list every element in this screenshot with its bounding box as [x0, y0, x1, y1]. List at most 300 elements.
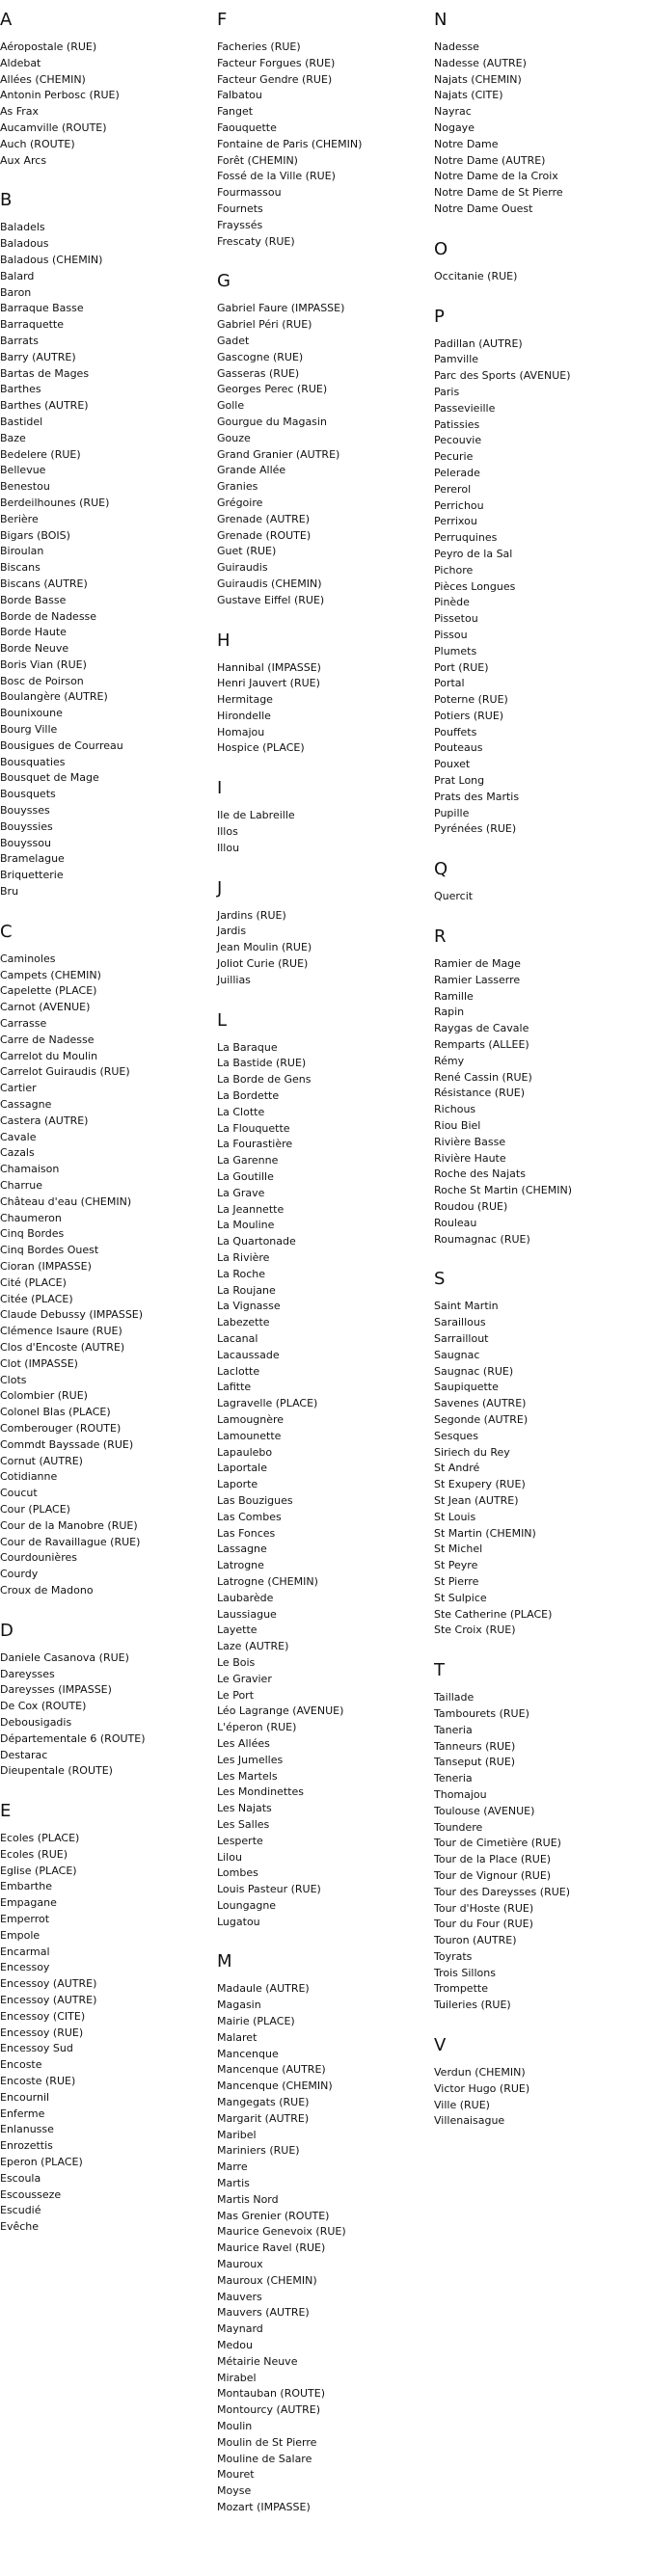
- street-name: Hannibal (IMPASSE): [217, 660, 321, 674]
- street-name: Bouyssou: [0, 836, 51, 849]
- street-name: Grand Granier (AUTRE): [217, 447, 340, 461]
- street-name: Plumets: [434, 644, 477, 657]
- letter-heading: B: [0, 190, 13, 211]
- street-name: De Cox (ROUTE): [0, 1700, 87, 1713]
- street-name: Latrogne: [217, 1559, 264, 1572]
- street-name: Borde Basse: [0, 593, 67, 606]
- letter-heading: F: [217, 10, 228, 30]
- street-name: St Exupery (RUE): [434, 1478, 526, 1491]
- letter-section: [217, 631, 424, 779]
- street-name: Labezette: [217, 1316, 270, 1329]
- street-name: Baze: [0, 431, 26, 444]
- street-name: Cité (PLACE): [0, 1275, 67, 1289]
- street-list: [0, 1650, 207, 1780]
- street-name: Les Martels: [217, 1769, 278, 1783]
- street-name: Barraquette: [0, 318, 64, 332]
- street-name: Taneria: [434, 1723, 473, 1736]
- street-name: Pouteaus: [434, 741, 483, 755]
- street-name: Gustave Eiffel (RUE): [217, 593, 325, 606]
- street-name: Mauroux: [217, 2258, 263, 2271]
- street-name: Quercit: [434, 890, 474, 903]
- letter-section: [434, 239, 641, 307]
- letter-heading: Q: [434, 859, 448, 880]
- street-name: Mirabel: [217, 2371, 257, 2384]
- street-name: La Vignasse: [217, 1300, 281, 1313]
- street-name: Louis Pasteur (RUE): [217, 1883, 321, 1896]
- letter-heading: O: [434, 238, 448, 259]
- street-name: Les Allées: [217, 1736, 270, 1750]
- street-name: La Bordette: [217, 1089, 280, 1103]
- street-name: St Louis: [434, 1510, 476, 1523]
- street-name: Gasseras (RUE): [217, 366, 300, 380]
- street-name: Saint Martin: [434, 1300, 499, 1313]
- street-name: Laze (AUTRE): [217, 1640, 289, 1653]
- street-name: Encoste: [0, 2058, 42, 2072]
- street-name: Fourmassou: [217, 186, 282, 200]
- street-name: Encessoy Sud: [0, 2042, 73, 2055]
- street-name: Nogaye: [434, 121, 475, 134]
- street-name: Gadet: [217, 334, 250, 347]
- street-name: Grenade (ROUTE): [217, 528, 312, 542]
- street-name: Saraillous: [434, 1316, 486, 1329]
- column-1: [0, 10, 207, 2236]
- street-name: Cartier: [0, 1082, 37, 1095]
- street-name: Moulin: [217, 2420, 253, 2432]
- letter-heading: E: [0, 1801, 12, 1822]
- street-name: Tour d'Hoste (RUE): [434, 1901, 534, 1915]
- street-name: Rivière Haute: [434, 1151, 506, 1165]
- street-name: Saugnac (RUE): [434, 1364, 514, 1378]
- column-2: [217, 10, 424, 2516]
- street-name: Tanseput (RUE): [434, 1756, 516, 1769]
- street-name: Riou Biel: [434, 1119, 481, 1133]
- letter-heading: R: [434, 926, 447, 948]
- street-name: Victor Hugo (RUE): [434, 2081, 530, 2095]
- letter-heading: J: [217, 877, 223, 899]
- letter-section: [434, 2035, 641, 2130]
- street-name: Lassagne: [217, 1543, 267, 1556]
- street-name: Mancenque (CHEMIN): [217, 2080, 333, 2093]
- street-list: [217, 40, 424, 250]
- street-name: Léo Lagrange (AVENUE): [217, 1704, 344, 1718]
- street-name: Illos: [217, 825, 238, 839]
- street-name: Ramille: [434, 989, 474, 1003]
- street-name: Prat Long: [434, 774, 485, 788]
- letter-heading: C: [0, 921, 13, 942]
- street-name: Patissies: [434, 417, 480, 431]
- street-name: Toyrats: [434, 1949, 473, 1963]
- street-name: Capelette (PLACE): [0, 984, 97, 998]
- street-list: [434, 336, 641, 839]
- street-name: Verdun (CHEMIN): [434, 2066, 526, 2080]
- street-name: Lombes: [217, 1866, 258, 1880]
- street-name: Bosc de Poirson: [0, 674, 84, 687]
- street-name: Bouyssies: [0, 819, 53, 833]
- letter-section: [217, 1010, 424, 1952]
- street-name: St Jean (AUTRE): [434, 1493, 519, 1507]
- street-name: Bousquaties: [0, 755, 66, 768]
- street-name: Padillan (AUTRE): [434, 336, 523, 350]
- street-name: Lacanal: [217, 1332, 258, 1345]
- street-name: Charrue: [0, 1179, 42, 1192]
- street-name: Encessoy (CITE): [0, 2009, 86, 2023]
- street-name: Laubarède: [217, 1591, 274, 1604]
- street-name: Carrelot Guiraudis (RUE): [0, 1065, 130, 1079]
- street-name: Lapaulebo: [217, 1445, 273, 1459]
- street-name: Cour de Ravaillague (RUE): [0, 1535, 141, 1548]
- street-name: Pichore: [434, 563, 474, 577]
- street-name: Layette: [217, 1623, 258, 1637]
- street-name: Poterne (RUE): [434, 693, 508, 707]
- street-name: Debousigadis: [0, 1715, 72, 1729]
- street-name: Boulangère (AUTRE): [0, 690, 108, 704]
- street-name: Grande Allée: [217, 464, 286, 477]
- street-name: Gourgue du Magasin: [217, 415, 327, 428]
- street-name: Ste Catherine (PLACE): [434, 1607, 553, 1621]
- street-name: Notre Dame: [434, 137, 499, 150]
- street-name: Courdy: [0, 1568, 39, 1581]
- street-name: Baladous: [0, 237, 49, 251]
- street-name: La Grave: [217, 1186, 265, 1199]
- street-name: Las Combes: [217, 1510, 282, 1523]
- street-name: Cioran (IMPASSE): [0, 1259, 92, 1273]
- letter-heading: I: [217, 778, 223, 799]
- street-name: Bousquet de Mage: [0, 771, 99, 785]
- street-name: Paris: [434, 385, 460, 398]
- street-name: Barraque Basse: [0, 302, 84, 315]
- street-name: Baron: [0, 285, 32, 299]
- street-name: Mauvers (AUTRE): [217, 2306, 310, 2320]
- street-name: Benestou: [0, 480, 50, 494]
- street-name: Biscans: [0, 561, 41, 575]
- street-name: Sarraillout: [434, 1332, 489, 1345]
- street-name: Magasin: [217, 1999, 261, 2012]
- street-name: Cornut (AUTRE): [0, 1454, 83, 1467]
- street-name: Bru: [0, 885, 19, 899]
- street-name: Pupille: [434, 806, 470, 819]
- street-name: Grégoire: [217, 496, 263, 509]
- street-name: Ramier de Mage: [434, 957, 521, 971]
- street-name: Clémence Isaure (RUE): [0, 1325, 122, 1338]
- letter-heading: S: [434, 1269, 446, 1290]
- street-name: Roche des Najats: [434, 1167, 526, 1181]
- letter-heading: G: [217, 271, 231, 292]
- street-name: Emperrot: [0, 1913, 50, 1926]
- street-name: Maurice Ravel (RUE): [217, 2241, 326, 2255]
- letter-section: [217, 1951, 424, 2515]
- street-name: Barthes: [0, 383, 41, 396]
- street-name: Pamville: [434, 353, 479, 366]
- street-name: Tour de Cimetière (RUE): [434, 1837, 561, 1850]
- street-name: Caminoles: [0, 952, 56, 965]
- street-name: Fanget: [217, 105, 254, 119]
- street-name: Malaret: [217, 2030, 258, 2044]
- street-name: Peyro de la Sal: [434, 547, 513, 560]
- street-name: Destarac: [0, 1748, 48, 1761]
- street-name: La Goutille: [217, 1170, 274, 1184]
- street-name: Biscans (AUTRE): [0, 577, 88, 590]
- street-name: Taillade: [434, 1691, 475, 1704]
- street-list: [217, 908, 424, 989]
- street-name: Frayssés: [217, 218, 263, 231]
- street-name: Encessoy: [0, 1961, 50, 1974]
- street-list: [217, 660, 424, 758]
- street-name: Evêche: [0, 2220, 40, 2234]
- street-name: Barthes (AUTRE): [0, 399, 89, 413]
- street-name: Colonel Blas (PLACE): [0, 1406, 111, 1419]
- street-name: Aucamville (ROUTE): [0, 121, 107, 134]
- street-name: Pinède: [434, 596, 470, 609]
- street-name: Richous: [434, 1103, 476, 1116]
- street-name: Bigars (BOIS): [0, 528, 70, 542]
- street-name: St Michel: [434, 1543, 483, 1556]
- column-3: [434, 10, 641, 2130]
- street-list: [434, 956, 641, 1248]
- street-name: Commdt Bayssade (RUE): [0, 1437, 134, 1451]
- street-name: La Bastide (RUE): [217, 1057, 307, 1070]
- street-name: Hermitage: [217, 693, 273, 707]
- street-name: Tuileries (RUE): [434, 1999, 511, 2012]
- street-name: Toulouse (AVENUE): [434, 1804, 535, 1817]
- street-name: Empagane: [0, 1896, 57, 1910]
- street-name: Mairie (PLACE): [217, 2015, 295, 2028]
- street-name: Roche St Martin (CHEMIN): [434, 1184, 572, 1197]
- street-name: Gascogne (RUE): [217, 350, 304, 363]
- street-name: Enrozettis: [0, 2139, 53, 2153]
- street-name: Marre: [217, 2160, 248, 2174]
- street-name: Départementale 6 (ROUTE): [0, 1731, 146, 1745]
- street-name: Montourcy (AUTRE): [217, 2403, 321, 2417]
- street-name: Encessoy (RUE): [0, 2026, 84, 2039]
- street-name: Rouleau: [434, 1216, 477, 1229]
- street-name: St Peyre: [434, 1559, 478, 1572]
- street-name: Citée (PLACE): [0, 1292, 73, 1305]
- street-name: Touron (AUTRE): [434, 1934, 517, 1947]
- street-name: Pissou: [434, 628, 468, 641]
- street-name: Bedelere (RUE): [0, 447, 81, 461]
- letter-heading: A: [0, 10, 13, 30]
- street-name: Carrelot du Moulin: [0, 1049, 98, 1062]
- street-name: Nayrac: [434, 105, 472, 119]
- street-name: Dieupentale (ROUTE): [0, 1764, 113, 1778]
- street-name: Ecoles (PLACE): [0, 1832, 80, 1845]
- street-name: Notre Dame de la Croix: [434, 170, 558, 183]
- letter-heading: T: [434, 1660, 445, 1681]
- street-name: Le Gravier: [217, 1672, 272, 1685]
- street-name: Parc des Sports (AVENUE): [434, 369, 571, 383]
- street-name: Las Bouzigues: [217, 1493, 293, 1507]
- street-name: Lacaussade: [217, 1348, 280, 1361]
- street-name: Latrogne (CHEMIN): [217, 1574, 318, 1588]
- street-name: Encarmal: [0, 1945, 50, 1958]
- street-name: Thomajou: [434, 1787, 487, 1801]
- street-name: Bouysses: [0, 804, 50, 818]
- letter-section: [217, 878, 424, 1010]
- street-name: Pyrénées (RUE): [434, 822, 517, 836]
- street-name: Guet (RUE): [217, 545, 277, 558]
- street-name: Clos d'Encoste (AUTRE): [0, 1340, 125, 1354]
- street-name: Métairie Neuve: [217, 2354, 298, 2368]
- street-name: Hospice (PLACE): [217, 741, 305, 755]
- street-name: Pecouvie: [434, 434, 482, 447]
- street-name: Tanneurs (RUE): [434, 1739, 516, 1753]
- street-list: [434, 889, 641, 905]
- street-name: Carrasse: [0, 1017, 47, 1031]
- street-name: René Cassin (RUE): [434, 1070, 532, 1084]
- street-name: Falbatou: [217, 89, 262, 102]
- street-name: Dareysses (IMPASSE): [0, 1683, 112, 1697]
- street-name: Siriech du Rey: [434, 1445, 510, 1459]
- letter-section: [434, 307, 641, 860]
- street-name: Carnot (AVENUE): [0, 1001, 91, 1014]
- street-name: St Pierre: [434, 1574, 479, 1588]
- street-name: La Fourastière: [217, 1138, 293, 1151]
- street-name: Facheries (RUE): [217, 40, 301, 53]
- street-name: Loungagne: [217, 1898, 277, 1912]
- street-name: Rapin: [434, 1006, 465, 1019]
- street-name: Trompette: [434, 1982, 488, 1996]
- street-name: Lamounette: [217, 1429, 282, 1442]
- street-name: Mancenque: [217, 2047, 279, 2060]
- street-name: Biroulan: [0, 545, 44, 558]
- street-name: Madaule (AUTRE): [217, 1982, 310, 1996]
- street-name: Mouline de Salare: [217, 2452, 312, 2465]
- street-name: Maynard: [217, 2322, 263, 2336]
- street-name: La Clotte: [217, 1105, 265, 1118]
- street-name: Notre Dame de St Pierre: [434, 186, 563, 200]
- street-name: Cazals: [0, 1146, 35, 1160]
- street-name: Cassagne: [0, 1098, 52, 1112]
- street-name: Las Fonces: [217, 1526, 276, 1540]
- street-list: [434, 1299, 641, 1639]
- street-name: Cavale: [0, 1130, 37, 1143]
- street-name: Château d'eau (CHEMIN): [0, 1194, 132, 1208]
- street-name: Tour des Dareysses (RUE): [434, 1885, 571, 1898]
- street-name: Bounixoune: [0, 707, 63, 720]
- street-name: Briquetterie: [0, 869, 64, 882]
- letter-heading: L: [217, 1009, 228, 1031]
- street-name: Moyse: [217, 2484, 252, 2498]
- street-name: Nadesse: [434, 40, 479, 53]
- street-name: Tour de la Place (RUE): [434, 1853, 552, 1866]
- street-name: Port (RUE): [434, 660, 489, 674]
- street-name: Guiraudis (CHEMIN): [217, 577, 322, 590]
- street-list: [0, 952, 207, 1599]
- street-name: Forêt (CHEMIN): [217, 153, 298, 167]
- street-name: Lugatou: [217, 1915, 260, 1928]
- street-name: Montauban (ROUTE): [217, 2387, 326, 2401]
- street-name: Sesques: [434, 1429, 478, 1442]
- street-name: Tambourets (RUE): [434, 1706, 529, 1720]
- street-name: Cour (PLACE): [0, 1502, 70, 1516]
- street-name: Fournets: [217, 201, 263, 215]
- street-name: Gabriel Péri (RUE): [217, 318, 312, 332]
- letter-section: [217, 271, 424, 630]
- street-list: [217, 808, 424, 856]
- street-name: Ste Croix (RUE): [434, 1623, 516, 1637]
- street-name: Daniele Casanova (RUE): [0, 1650, 129, 1664]
- street-name: Croux de Madono: [0, 1583, 94, 1597]
- street-name: St André: [434, 1462, 480, 1475]
- street-name: Boris Vian (RUE): [0, 657, 87, 671]
- street-name: St Sulpice: [434, 1591, 487, 1604]
- street-name: Notre Dame Ouest: [434, 201, 533, 215]
- street-name: Passevieille: [434, 401, 496, 415]
- letter-heading: V: [434, 2035, 447, 2056]
- street-name: Perrichou: [434, 498, 484, 512]
- street-name: Raygas de Cavale: [434, 1022, 529, 1035]
- street-name: Notre Dame (AUTRE): [434, 153, 546, 167]
- street-name: Borde Haute: [0, 626, 67, 639]
- street-name: Villenaisague: [434, 2114, 505, 2128]
- street-name: Medou: [217, 2339, 253, 2352]
- letter-section: [0, 1621, 207, 1801]
- street-name: Martis Nord: [217, 2192, 279, 2206]
- street-name: Rivière Basse: [434, 1135, 506, 1148]
- letter-section: [434, 1660, 641, 2035]
- letter-heading: N: [434, 10, 448, 30]
- street-name: Perrixou: [434, 515, 477, 528]
- street-name: La Garenne: [217, 1154, 279, 1167]
- street-name: Lagravelle (PLACE): [217, 1397, 318, 1410]
- street-name: Cotidianne: [0, 1470, 58, 1484]
- street-name: Bartas de Mages: [0, 366, 90, 380]
- street-name: Les Najats: [217, 1802, 272, 1815]
- letter-section: [434, 859, 641, 926]
- street-name: Ramier Lasserre: [434, 973, 521, 986]
- street-name: Laclotte: [217, 1364, 260, 1378]
- letter-section: [0, 1801, 207, 2236]
- street-name: L'éperon (RUE): [217, 1721, 297, 1734]
- street-name: Toundere: [434, 1820, 483, 1834]
- street-name: Georges Perec (RUE): [217, 383, 328, 396]
- street-name: La Jeannette: [217, 1202, 285, 1216]
- street-name: Castera (AUTRE): [0, 1114, 89, 1127]
- street-name: Homajou: [217, 725, 265, 738]
- street-name: Enferme: [0, 2106, 45, 2120]
- street-name: La Quartonade: [217, 1235, 296, 1248]
- street-name: Baladous (CHEMIN): [0, 253, 103, 266]
- street-name: Mauroux (CHEMIN): [217, 2273, 317, 2287]
- street-name: Le Bois: [217, 1655, 256, 1669]
- street-name: Facteur Gendre (RUE): [217, 72, 333, 86]
- letter-section: [217, 10, 424, 271]
- street-name: Le Port: [217, 1688, 255, 1702]
- street-name: Balard: [0, 269, 35, 282]
- street-name: Mancenque (AUTRE): [217, 2063, 326, 2077]
- street-list: [0, 1831, 207, 2236]
- street-name: Claude Debussy (IMPASSE): [0, 1308, 144, 1322]
- street-name: Illou: [217, 841, 240, 854]
- street-name: Encournil: [0, 2090, 50, 2104]
- street-name: Mariniers (RUE): [217, 2144, 300, 2158]
- street-name: Pouffets: [434, 725, 477, 738]
- street-name: Pièces Longues: [434, 579, 516, 593]
- street-name: Martis: [217, 2177, 250, 2190]
- street-list: [217, 1040, 424, 1931]
- street-name: Golle: [217, 399, 245, 413]
- letter-heading: P: [434, 306, 445, 327]
- street-name: Borde Neuve: [0, 642, 69, 656]
- street-name: Cinq Bordes Ouest: [0, 1244, 99, 1257]
- street-list: [434, 1690, 641, 2014]
- street-name: Potiers (RUE): [434, 709, 504, 722]
- street-name: Margarit (AUTRE): [217, 2111, 310, 2125]
- street-name: Tour de Vignour (RUE): [434, 1868, 552, 1882]
- street-name: Pouxet: [434, 758, 471, 771]
- street-list: [217, 301, 424, 608]
- street-name: La Borde de Gens: [217, 1073, 312, 1087]
